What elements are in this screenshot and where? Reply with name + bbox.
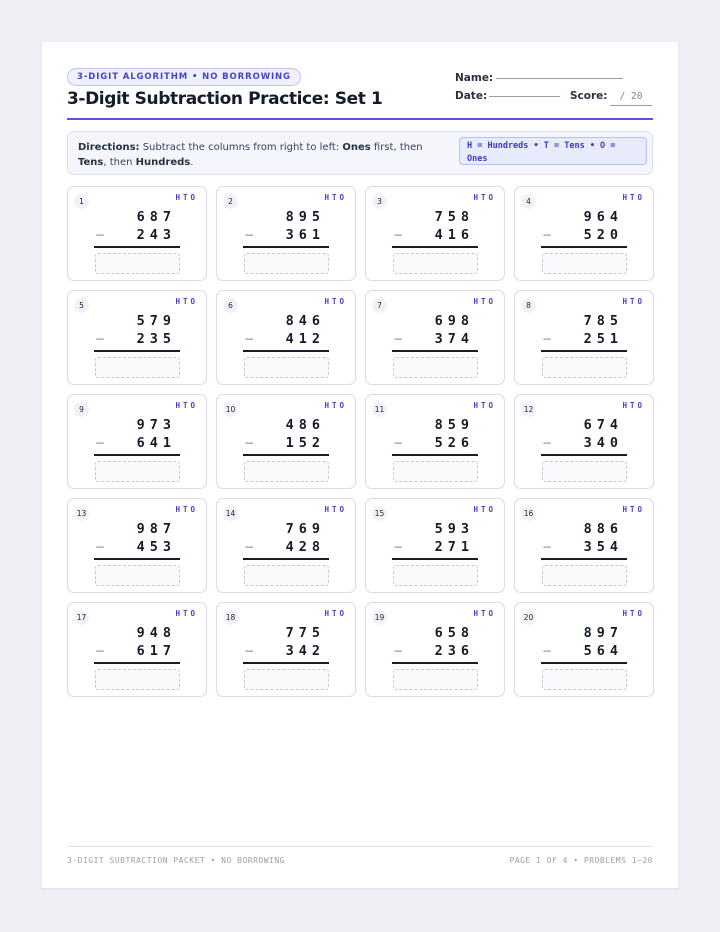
subtrahend: 236 xyxy=(434,643,474,659)
answer-line xyxy=(243,662,329,664)
answer-box[interactable] xyxy=(542,669,627,690)
place-value-header: HTO xyxy=(175,401,198,410)
header-rule xyxy=(67,118,653,120)
subtrahend: 412 xyxy=(285,331,325,347)
subtrahend: 235 xyxy=(136,331,176,347)
place-value-header: HTO xyxy=(324,297,347,306)
problem-number: 12 xyxy=(521,402,536,417)
place-value-header: HTO xyxy=(473,193,496,202)
problem-card xyxy=(216,290,356,385)
answer-box[interactable] xyxy=(244,253,329,274)
answer-line xyxy=(392,662,478,664)
answer-line xyxy=(392,558,478,560)
place-value-header: HTO xyxy=(324,401,347,410)
minuend: 687 xyxy=(136,209,176,225)
minuend: 486 xyxy=(285,417,325,433)
problem-card xyxy=(514,186,654,281)
problem-number: 16 xyxy=(521,506,536,521)
minuend: 698 xyxy=(434,313,474,329)
place-value-header: HTO xyxy=(473,609,496,618)
answer-line xyxy=(94,350,180,352)
problem-number: 5 xyxy=(74,298,89,313)
problem-card xyxy=(216,394,356,489)
answer-line xyxy=(94,662,180,664)
answer-box[interactable] xyxy=(244,565,329,586)
place-value-header: HTO xyxy=(622,609,645,618)
directions-text-part: first, then xyxy=(370,142,423,153)
problem-number: 4 xyxy=(521,194,536,209)
place-value-key: H = Hundreds • T = Tens • O = Ones xyxy=(459,137,647,165)
minuend: 886 xyxy=(583,521,623,537)
subtrahend: 374 xyxy=(434,331,474,347)
answer-line xyxy=(541,454,627,456)
minus-sign: − xyxy=(542,332,553,346)
subtrahend: 271 xyxy=(434,539,474,555)
subtrahend: 641 xyxy=(136,435,176,451)
minus-sign: − xyxy=(244,436,255,450)
minuend: 785 xyxy=(583,313,623,329)
problem-card xyxy=(365,290,505,385)
problem-card xyxy=(216,498,356,593)
problem-number: 9 xyxy=(74,402,89,417)
problem-number: 20 xyxy=(521,610,536,625)
problem-card xyxy=(514,394,654,489)
date-label: Date: xyxy=(455,90,488,102)
answer-line xyxy=(94,558,180,560)
answer-line xyxy=(392,246,478,248)
directions-hundreds: Hundreds xyxy=(135,157,191,168)
directions-tens: Tens xyxy=(78,157,104,168)
answer-box[interactable] xyxy=(244,461,329,482)
minus-sign: − xyxy=(244,228,255,242)
answer-line xyxy=(392,350,478,352)
answer-line xyxy=(94,246,180,248)
minuend: 895 xyxy=(285,209,325,225)
problem-card xyxy=(365,498,505,593)
problem-number: 8 xyxy=(521,298,536,313)
place-value-header: HTO xyxy=(622,505,645,514)
minuend: 579 xyxy=(136,313,176,329)
problem-card xyxy=(365,394,505,489)
name-label: Name: xyxy=(455,72,494,84)
page-title: 3-Digit Subtraction Practice: Set 1 xyxy=(67,89,383,109)
directions-text-part: , then xyxy=(103,157,136,168)
answer-line xyxy=(243,558,329,560)
place-value-header: HTO xyxy=(622,401,645,410)
place-value-header: HTO xyxy=(175,505,198,514)
answer-box[interactable] xyxy=(393,669,478,690)
answer-line xyxy=(243,246,329,248)
place-value-header: HTO xyxy=(175,609,198,618)
problem-card xyxy=(67,186,207,281)
minus-sign: − xyxy=(393,436,404,450)
footer-rule xyxy=(67,846,653,847)
minuend: 775 xyxy=(285,625,325,641)
directions-text-part: . xyxy=(190,157,194,168)
problem-card xyxy=(67,394,207,489)
problem-number: 11 xyxy=(372,402,387,417)
answer-box[interactable] xyxy=(95,253,180,274)
minus-sign: − xyxy=(95,228,106,242)
topic-tag: 3-DIGIT ALGORITHM • NO BORROWING xyxy=(67,68,301,86)
problem-card xyxy=(67,498,207,593)
minus-sign: − xyxy=(393,228,404,242)
minuend: 948 xyxy=(136,625,176,641)
answer-box[interactable] xyxy=(244,357,329,378)
minuend: 758 xyxy=(434,209,474,225)
minus-sign: − xyxy=(244,540,255,554)
minuend: 987 xyxy=(136,521,176,537)
directions-ones: Ones xyxy=(342,142,371,153)
minuend: 769 xyxy=(285,521,325,537)
directions-text xyxy=(78,140,448,170)
answer-box[interactable] xyxy=(542,357,627,378)
footer-packet-label: 3-DIGIT SUBTRACTION PACKET • NO BORROWING xyxy=(67,856,285,865)
problem-number: 1 xyxy=(74,194,89,209)
problem-number: 17 xyxy=(74,610,89,625)
answer-box[interactable] xyxy=(393,565,478,586)
problem-card xyxy=(216,602,356,697)
problem-number: 2 xyxy=(223,194,238,209)
answer-box[interactable] xyxy=(95,669,180,690)
subtrahend: 416 xyxy=(434,227,474,243)
problem-number: 15 xyxy=(372,506,387,521)
answer-line xyxy=(541,350,627,352)
answer-line xyxy=(392,454,478,456)
minuend: 593 xyxy=(434,521,474,537)
subtrahend: 617 xyxy=(136,643,176,659)
worksheet-page xyxy=(42,42,678,888)
problem-card xyxy=(514,602,654,697)
answer-box[interactable] xyxy=(393,461,478,482)
answer-line xyxy=(243,454,329,456)
minus-sign: − xyxy=(95,436,106,450)
directions-text-part: Subtract the columns from right to left: xyxy=(139,142,343,153)
minuend: 658 xyxy=(434,625,474,641)
problem-card xyxy=(514,290,654,385)
subtrahend: 428 xyxy=(285,539,325,555)
problem-number: 18 xyxy=(223,610,238,625)
answer-box[interactable] xyxy=(542,253,627,274)
problem-number: 13 xyxy=(74,506,89,521)
answer-line xyxy=(94,454,180,456)
directions-box xyxy=(67,131,653,175)
problem-card xyxy=(67,602,207,697)
answer-box[interactable] xyxy=(95,357,180,378)
answer-box[interactable] xyxy=(542,461,627,482)
answer-box[interactable] xyxy=(95,461,180,482)
minus-sign: − xyxy=(244,332,255,346)
problem-card xyxy=(514,498,654,593)
problem-grid xyxy=(67,186,654,697)
minuend: 859 xyxy=(434,417,474,433)
minus-sign: − xyxy=(95,540,106,554)
minus-sign: − xyxy=(393,332,404,346)
answer-line xyxy=(541,662,627,664)
score-field[interactable]: / 20 xyxy=(610,88,652,106)
subtrahend: 354 xyxy=(583,539,623,555)
place-value-header: HTO xyxy=(324,505,347,514)
problem-card xyxy=(216,186,356,281)
subtrahend: 342 xyxy=(285,643,325,659)
subtrahend: 152 xyxy=(285,435,325,451)
name-field-line[interactable] xyxy=(496,78,623,79)
problem-number: 7 xyxy=(372,298,387,313)
problem-number: 19 xyxy=(372,610,387,625)
minus-sign: − xyxy=(244,644,255,658)
answer-box[interactable] xyxy=(393,357,478,378)
minus-sign: − xyxy=(542,540,553,554)
problem-number: 6 xyxy=(223,298,238,313)
date-field-line[interactable] xyxy=(489,96,560,97)
place-value-header: HTO xyxy=(324,609,347,618)
minuend: 674 xyxy=(583,417,623,433)
subtrahend: 340 xyxy=(583,435,623,451)
place-value-header: HTO xyxy=(473,297,496,306)
problem-number: 10 xyxy=(223,402,238,417)
minus-sign: − xyxy=(393,644,404,658)
subtrahend: 520 xyxy=(583,227,623,243)
place-value-header: HTO xyxy=(175,297,198,306)
minus-sign: − xyxy=(542,644,553,658)
minuend: 897 xyxy=(583,625,623,641)
answer-box[interactable] xyxy=(244,669,329,690)
subtrahend: 243 xyxy=(136,227,176,243)
place-value-header: HTO xyxy=(324,193,347,202)
place-value-header: HTO xyxy=(473,505,496,514)
minuend: 964 xyxy=(583,209,623,225)
minuend: 846 xyxy=(285,313,325,329)
problem-number: 14 xyxy=(223,506,238,521)
answer-line xyxy=(541,558,627,560)
answer-box[interactable] xyxy=(95,565,180,586)
problem-number: 3 xyxy=(372,194,387,209)
subtrahend: 361 xyxy=(285,227,325,243)
answer-line xyxy=(243,350,329,352)
problem-card xyxy=(67,290,207,385)
score-label: Score: xyxy=(570,90,608,102)
minus-sign: − xyxy=(95,644,106,658)
place-value-header: HTO xyxy=(622,297,645,306)
problem-card xyxy=(365,602,505,697)
minus-sign: − xyxy=(393,540,404,554)
answer-box[interactable] xyxy=(393,253,478,274)
directions-lead: Directions: xyxy=(78,142,140,153)
subtrahend: 251 xyxy=(583,331,623,347)
subtrahend: 526 xyxy=(434,435,474,451)
minuend: 973 xyxy=(136,417,176,433)
minus-sign: − xyxy=(542,436,553,450)
minus-sign: − xyxy=(95,332,106,346)
minus-sign: − xyxy=(542,228,553,242)
subtrahend: 564 xyxy=(583,643,623,659)
subtrahend: 453 xyxy=(136,539,176,555)
place-value-header: HTO xyxy=(622,193,645,202)
place-value-header: HTO xyxy=(175,193,198,202)
footer-page-label: PAGE 1 OF 4 • PROBLEMS 1–20 xyxy=(509,856,653,865)
place-value-header: HTO xyxy=(473,401,496,410)
answer-box[interactable] xyxy=(542,565,627,586)
problem-card xyxy=(365,186,505,281)
answer-line xyxy=(541,246,627,248)
